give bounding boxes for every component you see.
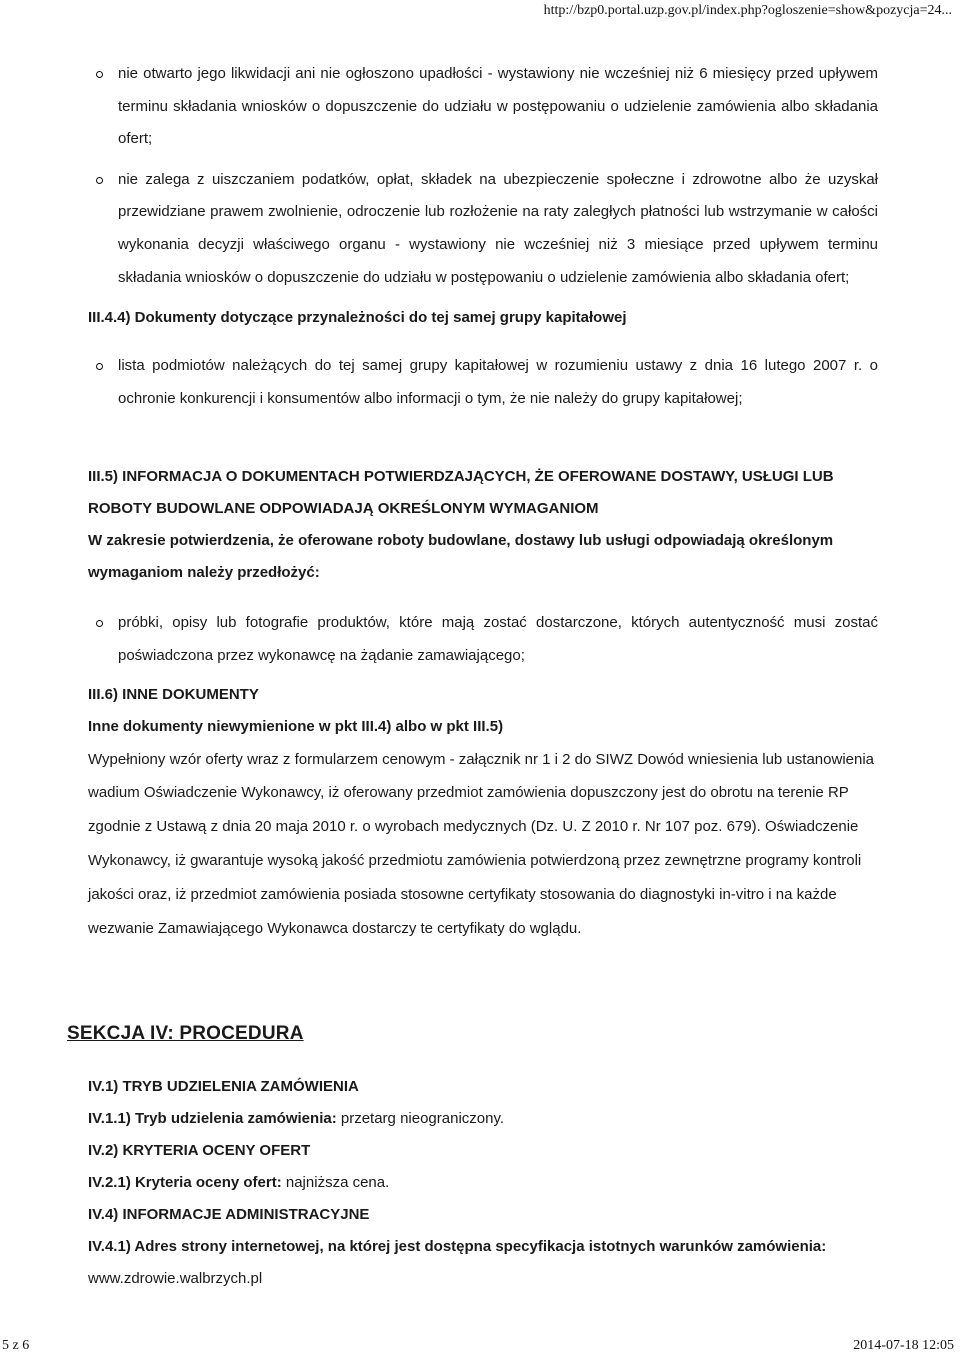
heading-iv-4: IV.4) INFORMACJE ADMINISTRACYJNE <box>88 1206 370 1223</box>
bullet-icon <box>96 71 103 78</box>
value-iv-2-1: najniższa cena. <box>281 1174 390 1191</box>
document-content <box>88 58 878 945</box>
label-iv-1-1: IV.1.1) Tryb udzielenia zamówienia: <box>88 1110 337 1127</box>
samples-list <box>88 607 878 672</box>
list-item <box>88 58 878 156</box>
section-subheading-iii-5: W zakresie potwierdzenia, że oferowane roboty budowlane, dostawy lub usługi odpowiadają określonym wymaganiom należy przedłożyć: <box>88 532 834 582</box>
bullet-icon <box>96 363 103 370</box>
heading-iv-1: IV.1) TRYB UDZIELENIA ZAMÓWIENIA <box>88 1078 359 1095</box>
section-heading-iii-6: III.6) INNE DOKUMENTY <box>88 685 259 703</box>
bullet-icon <box>96 620 103 627</box>
line-iv-2-1 <box>88 1173 888 1193</box>
line-iv-1-1 <box>88 1109 888 1129</box>
heading-iv-2: IV.2) KRYTERIA OCENY OFERT <box>88 1142 311 1159</box>
other-documents-text: Wypełniony wzór oferty wraz z formularzem cenowym - załącznik nr 1 i 2 do SIWZ Dowód wniesienia lub ustanowienia wadium Oświadczenie Wykonawcy, iż oferowany przedmiot zamówienia dopuszczony jest do obrotu na terenie RP zgodnie z Ustawą z dnia 20 maja 2010 r. o wyrobach medycznych (Dz. U. Z 2010 r. Nr 107 poz. 679). Oświadczenie Wykonawcy, iż gwarantuje wysoką jakość przedmiotu zamówienia potwierdzoną przez zewnętrzne programy kontroli jakości oraz, iż przedmiot zamówienia posiada stosowne certyfikaty stosowania do diagnostyki in-vitro i na każde wezwanie Zamawiającego Wykonawca dostarczy te certyfikaty do wglądu. <box>88 750 875 937</box>
print-datetime: 2014-07-18 12:05 <box>853 1338 954 1353</box>
section-subheading-iii-6: Inne dokumenty niewymienione w pkt III.4) albo w pkt III.5) <box>88 717 504 735</box>
list-item-text: nie zalega z uiszczaniem podatków, opłat, składek na ubezpieczenie społeczne i zdrowotne albo że uzyskał przewidziane prawem zwolnienie, odroczenie lub rozłożenie na raty zaległych płatności lub wstrzymanie w całości wykonania decyzji właściwego organu - wystawiony nie wcześniej niż 3 miesiące przed upływem terminu składania wniosków o dopuszczenie do udziału w postępowaniu o udzielenie zamówienia albo składania ofert; <box>118 170 878 286</box>
list-item <box>88 164 878 294</box>
bullet-icon <box>96 177 103 184</box>
section-heading-iii-5: III.5) INFORMACJA O DOKUMENTACH POTWIERDZAJĄCYCH, ŻE OFEROWANE DOSTAWY, USŁUGI LUB ROBOTY BUDOWLANE ODPOWIADAJĄ OKREŚLONYM WYMAGANIOM <box>88 468 834 518</box>
label-iv-2-1: IV.2.1) Kryteria oceny ofert: <box>88 1174 282 1191</box>
requirements-list <box>88 58 878 294</box>
list-item-text: próbki, opisy lub fotografie produktów, które mają zostać dostarczone, których autentyczność musi zostać poświadczona przez wykonawcę na żądanie zamawiającego; <box>118 614 878 664</box>
section-heading-iii-4-4: III.4.4) Dokumenty dotyczące przynależności do tej samej grupy kapitałowej <box>88 309 627 327</box>
list-item <box>88 607 878 672</box>
list-item-text: lista podmiotów należących do tej samej grupy kapitałowej w rozumieniu ustawy z dnia 16 lutego 2007 r. o ochronie konkurencji i konsumentów albo informacji o tym, że nie należy do grupy kapitałowej; <box>118 357 878 407</box>
group-list <box>88 350 878 415</box>
print-header-url: http://bzp0.portal.uzp.gov.pl/index.php?ogloszenie=show&pozycja=24... <box>543 3 952 18</box>
section-iv-title: SEKCJA IV: PROCEDURA <box>67 1023 304 1044</box>
label-iv-4-1: IV.4.1) Adres strony internetowej, na której jest dostępna specyfikacja istotnych warunków zamówienia: <box>88 1238 827 1255</box>
page-number: 5 z 6 <box>2 1338 30 1353</box>
website-link[interactable]: www.zdrowie.walbrzych.pl <box>88 1270 263 1287</box>
list-item <box>88 350 878 415</box>
list-item-text: nie otwarto jego likwidacji ani nie ogłoszono upadłości - wystawiony nie wcześniej niż 6 miesięcy przed upływem terminu składania wniosków o dopuszczenie do udziału w postępowaniu o udzielenie zamówienia albo składania ofert; <box>118 65 878 148</box>
value-iv-1-1: przetarg nieograniczony. <box>336 1110 505 1127</box>
section-iv-content <box>88 1077 888 1289</box>
